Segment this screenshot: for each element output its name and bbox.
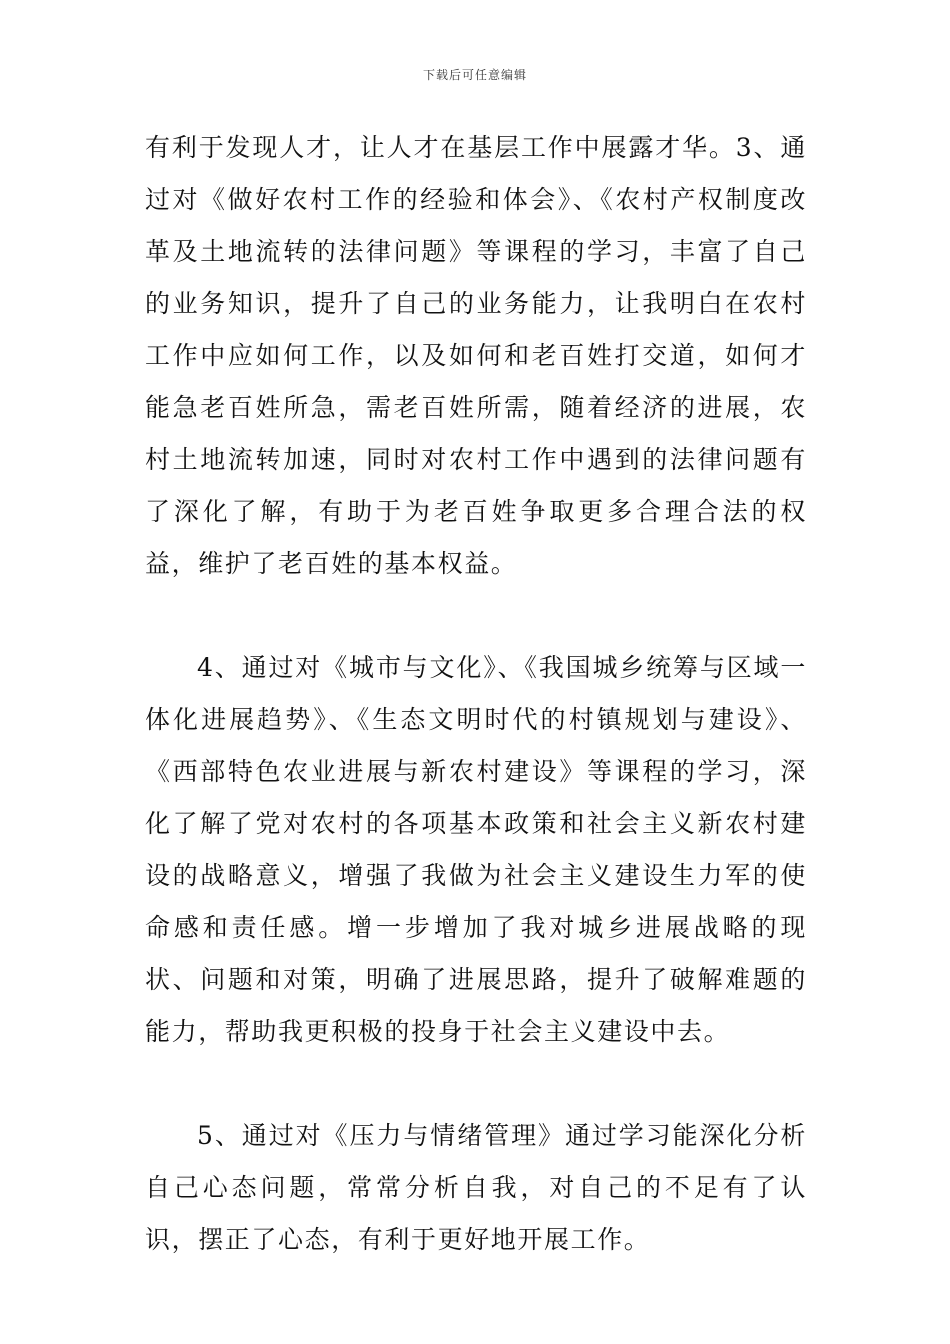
paragraph-item-4: 4、通过对《城市与文化》、《我国城乡统筹与区域一体化进展趋势》、《生态文明时代的村镇规划与建设》、《西部特色农业进展与新农村建设》等课程的学习，深化了解了党对农村的各项基本政策和社会主义新农村建设的战略意义，增强了我做为社会主义建设生力军的使命感和责任感。增一步增加了我对城乡进展战略的现状、问题和对策，明确了进展思路，提升了破解难题的能力，帮助我更积极的投身于社会主义建设中去。 (145, 653, 807, 1046)
paragraph-continuation: 有利于发现人才，让人才在基层工作中展露才华。3、通过对《做好农村工作的经验和体会》、《农村产权制度改革及土地流转的法律问题》等课程的学习，丰富了自己的业务知识，提升了自己的业务能力，让我明白在农村工作中应如何工作，以及如何和老百姓打交道，如何才能急老百姓所急，需老百姓所需，随着经济的进展，农村土地流转加速，同时对农村工作中遇到的法律问题有了深化了解，有助于为老百姓争取更多合理合法的权益，维护了老百姓的基本权益。 (145, 133, 807, 578)
page-header-note: 下载后可任意编辑 (422, 68, 527, 82)
document-body (145, 122, 807, 1266)
paragraph-spacer (145, 1058, 807, 1110)
paragraph-item-5: 5、通过对《压力与情绪管理》通过学习能深化分析自己心态问题，常常分析自我，对自己的不足有了认识，摆正了心态，有利于更好地开展工作。 (145, 1121, 807, 1254)
paragraph-spacer (145, 590, 807, 642)
